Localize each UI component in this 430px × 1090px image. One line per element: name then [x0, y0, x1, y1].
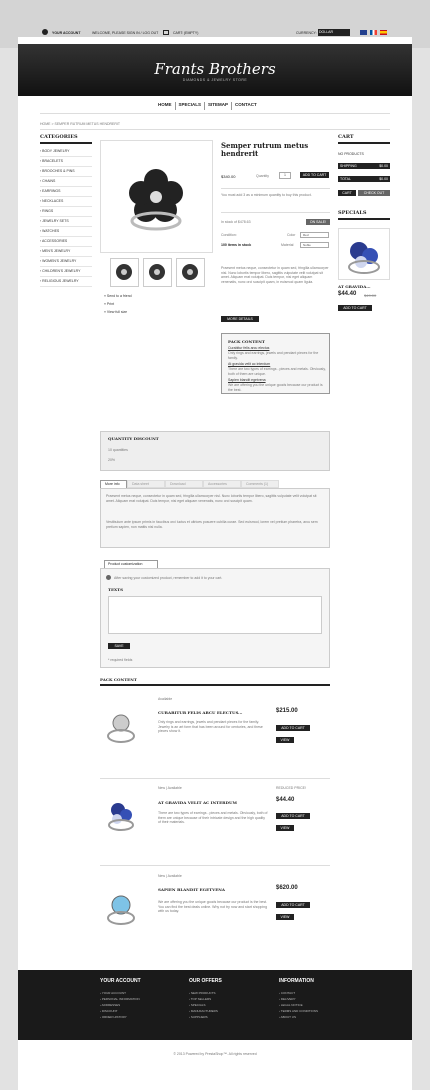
- nav-specials[interactable]: SPECIALS: [176, 102, 206, 110]
- required-fields-note: * required fields: [108, 658, 133, 662]
- categories-title: CATEGORIES: [40, 134, 78, 140]
- texts-label: TEXTS: [108, 587, 123, 592]
- category-item[interactable]: › NECKLACES: [40, 197, 92, 207]
- customization-info: After saving your customized product, remember to add it to your cart.: [114, 576, 223, 580]
- print-link[interactable]: » Print: [104, 302, 115, 306]
- category-item[interactable]: › WOMEN'S JEWELRY: [40, 257, 92, 267]
- flower-ring-icon: [101, 141, 212, 252]
- pack-item-link[interactable]: At gravida velit ac interdum: [228, 362, 271, 366]
- footer-list: [189, 990, 218, 1020]
- info-icon: [106, 575, 111, 580]
- tab-text-paragraph: Vestibulum ante ipsum primis in faucibus orci luctus et ultrices posuere cubilia curae. Sed euismod, lorem vel pretium pharetra, arcu sem pretium sapien, non mattis nisl nulla.: [106, 520, 318, 529]
- availability: New | Available: [158, 786, 182, 790]
- pack-content-title: PACK CONTENT: [228, 339, 265, 344]
- cart-button[interactable]: CART: [338, 190, 356, 196]
- pack-item-text: There are two types of earrings - pieces and metals. Obviously, both of them are unique.: [228, 367, 326, 376]
- pack-product-price: $44.40: [276, 797, 295, 803]
- category-item[interactable]: › BODY JEWELRY: [40, 147, 92, 157]
- view-button[interactable]: VIEW: [276, 737, 294, 743]
- on-sale-badge: ON SALE!: [306, 219, 330, 225]
- divider: [40, 142, 92, 144]
- view-button[interactable]: VIEW: [276, 914, 294, 920]
- footer-link[interactable]: › NEW PRODUCTS: [189, 991, 216, 995]
- category-item[interactable]: › CHILDREN'S JEWELRY: [40, 267, 92, 277]
- product-image[interactable]: [103, 890, 139, 930]
- welcome-text[interactable]: WELCOME, PLEASE SIGN IN / LOG OUT: [92, 31, 159, 35]
- pack-item-text: Only rings and earrings, jewels and pendant pieces for the family.: [228, 351, 319, 360]
- footer-link[interactable]: › SUPPLIERS: [189, 1015, 208, 1019]
- tab-product-customization[interactable]: Product customization: [104, 560, 158, 568]
- cart-empty: NO PRODUCTS: [338, 152, 364, 156]
- category-item[interactable]: › BROOCHES & PINS: [40, 167, 92, 177]
- category-item[interactable]: › WATCHES: [40, 227, 92, 237]
- minimum-quantity-note: You must add 3 as a minimum quantity to buy this product.: [221, 193, 312, 197]
- pack-product-name[interactable]: SAPIEN BLANDIT EGETVENA: [158, 887, 226, 892]
- category-item[interactable]: › RELIGIOUS JEWELRY: [40, 277, 92, 287]
- main-nav: [155, 102, 260, 110]
- footer-link[interactable]: › TOP SELLERS: [189, 997, 212, 1001]
- footer-link[interactable]: › YOUR ACCOUNT: [100, 991, 126, 995]
- product-image[interactable]: [103, 795, 139, 835]
- product-description: Praesent metus neque, consectetur in quam sed, fringilla ullamcorper nisl. Nunc lobortis tempor libero, sagittis vulputate velit volutpat sit amet. Aliquam erat volutpat. Duis tempor, nisi eget aliquam venenatis, nunc orci suscipit quam, in euismod quam ligula.: [221, 266, 329, 284]
- footer-link[interactable]: › TERMS AND CONDITIONS: [279, 1009, 318, 1013]
- special-add-to-cart-button[interactable]: ADD TO CART: [338, 305, 372, 311]
- material-select[interactable]: Noble: [300, 242, 329, 248]
- divider: [338, 218, 390, 220]
- pack-product-price: $215.00: [276, 708, 298, 714]
- nav-contact[interactable]: CONTACT: [235, 102, 257, 107]
- divider: [40, 113, 390, 114]
- pack-product-price: $620.00: [276, 885, 298, 891]
- flag-fr-icon[interactable]: [370, 30, 377, 35]
- footer-link[interactable]: › ABOUT US: [279, 1015, 296, 1019]
- cart-title: CART: [338, 134, 354, 140]
- items-in-stock: 100 items in stock: [221, 243, 252, 247]
- total-value: $0.00: [372, 176, 390, 182]
- availability: New | Available: [158, 874, 182, 878]
- footer-heading: INFORMATION: [279, 978, 314, 984]
- pack-item-link[interactable]: Sapien blandit egetvena: [228, 378, 266, 382]
- tab-data-sheet[interactable]: Data sheet: [127, 480, 165, 488]
- currency-label: CURRENCY:: [296, 31, 317, 35]
- logo[interactable]: Frants Brothers: [154, 60, 276, 78]
- add-to-cart-button[interactable]: ADD TO CART: [276, 902, 310, 908]
- add-to-cart-button[interactable]: ADD TO CART: [276, 813, 310, 819]
- stock-text: In stock of $478.63: [221, 220, 251, 224]
- quantity-label: Quantity: [256, 174, 270, 178]
- product-title: Semper rutrum metus hendrerit: [221, 141, 309, 158]
- color-label: Color: [287, 233, 296, 237]
- footer-list: [279, 990, 318, 1020]
- product-thumbnail[interactable]: [143, 258, 172, 287]
- cart-icon: [163, 30, 169, 35]
- shipping-value: $0.00: [372, 163, 390, 169]
- category-item[interactable]: › ACCESSORIES: [40, 237, 92, 247]
- tab-bar: [100, 480, 330, 488]
- footer-heading: OUR OFFERS: [189, 978, 222, 984]
- special-old-price: $49.00: [364, 293, 377, 298]
- footer-link[interactable]: › CONTACT: [279, 991, 296, 995]
- tab-text-paragraph: Praesent metus neque, consectetur in quam sed, fringilla ullamcorper nisl. Nunc lobortis tempor libero, sagittis vulputate velit volutpat sit amet. Aliquam erat volutpat. Duis tempor, nisi eget aliquam venenatis, nunc orci suscipit quam.: [106, 494, 317, 503]
- divider: [338, 142, 390, 144]
- special-price: $44.40: [338, 291, 357, 297]
- footer-link[interactable]: › PERSONAL INFORMATION: [100, 997, 140, 1001]
- customization-textarea[interactable]: [108, 596, 322, 634]
- pack-product-name[interactable]: CURABITUR FELIS ARCU ELECTUS...: [158, 710, 243, 715]
- nav-sitemap[interactable]: SITEMAP: [205, 102, 232, 110]
- pack-product-text: We are offering you the unique goods because our product is the best. You can find the best deals online. Why not try now and start shopping with us today.: [158, 900, 268, 913]
- product-thumbnail[interactable]: [110, 258, 139, 287]
- product-thumbnail[interactable]: [176, 258, 205, 287]
- category-item[interactable]: › BRACELETS: [40, 157, 92, 167]
- footer-link[interactable]: › SPECIALS: [189, 1003, 206, 1007]
- total-label: TOTAL: [338, 176, 372, 182]
- pack-product-text: There are two types of earrings - pieces and metals. Obviously, both of them are unique because of their intricate design and the high quality of their materials.: [158, 811, 268, 824]
- discount-value: 20%: [108, 458, 116, 462]
- flag-en-icon[interactable]: [360, 30, 367, 35]
- footer-link[interactable]: › DELIVERY: [279, 997, 296, 1001]
- divider: [100, 865, 330, 866]
- category-item[interactable]: › EARRINGS: [40, 187, 92, 197]
- footer-link[interactable]: › DISCOUNT: [100, 1009, 118, 1013]
- pack-item-link[interactable]: Curabitur felis arcu electus: [228, 346, 270, 350]
- product-image[interactable]: [103, 708, 139, 748]
- view-button[interactable]: VIEW: [276, 825, 294, 831]
- tab-download[interactable]: Download: [165, 480, 203, 488]
- category-item[interactable]: › MEN'S JEWELRY: [40, 247, 92, 257]
- view-full-size-link[interactable]: » View full size: [104, 310, 128, 314]
- special-product-name[interactable]: AT GRAVIDA...: [338, 284, 371, 289]
- availability: Available: [158, 697, 173, 701]
- currency-select[interactable]: DOLLAR: [318, 29, 350, 36]
- tab-comments[interactable]: Comments (1): [241, 480, 279, 488]
- discount-quantity: 10 quantities: [108, 448, 128, 452]
- divider: [40, 129, 390, 130]
- specials-title: SPECIALS: [338, 210, 367, 216]
- flag-es-icon[interactable]: [380, 30, 387, 35]
- tagline: DIAMONDS & JEWELRY STORE: [182, 78, 248, 82]
- user-icon: [42, 29, 48, 35]
- footer-list: [100, 990, 140, 1020]
- footer-link[interactable]: › LEGAL NOTICE: [279, 1003, 303, 1007]
- cart-status[interactable]: CART: (EMPTY): [173, 31, 199, 35]
- copyright: © 2013 Powered by PrestaShop™. All rights reserved: [173, 1052, 257, 1056]
- footer-link[interactable]: › ORDER HISTORY: [100, 1015, 127, 1019]
- nav-home[interactable]: HOME: [155, 102, 176, 110]
- breadcrumb[interactable]: HOME > SEMPER RUTRUM METUS HENDRERIT: [40, 122, 121, 126]
- pack-product-text: Only rings and earrings, jewels and pendant pieces for the family. Jewelry is an art form that has been around for centuries, and these pieces show it.: [158, 720, 263, 733]
- divider: [100, 778, 330, 779]
- add-to-cart-button[interactable]: ADD TO CART: [300, 172, 329, 178]
- divider: [221, 212, 330, 213]
- tab-accessories[interactable]: Accessories: [203, 480, 241, 488]
- divider: [221, 188, 330, 189]
- tab-more-info[interactable]: More info: [100, 480, 127, 488]
- more-details-button[interactable]: MORE DETAILS: [221, 316, 259, 322]
- pack-product-name[interactable]: AT GRAVIDA VELIT AC INTERDUM: [158, 800, 237, 805]
- quantity-input[interactable]: 1: [279, 172, 291, 179]
- shipping-label: SHIPPING: [338, 163, 372, 169]
- category-item[interactable]: › RINGS: [40, 207, 92, 217]
- divider: [100, 684, 330, 686]
- footer-heading: YOUR ACCOUNT: [100, 978, 141, 984]
- reduced-price-label: REDUCED PRICE!: [276, 786, 306, 790]
- condition-label: Condition:: [221, 233, 237, 237]
- category-item[interactable]: › JEWELRY SETS: [40, 217, 92, 227]
- save-button[interactable]: SAVE: [108, 643, 130, 649]
- special-product-image[interactable]: [338, 228, 390, 280]
- send-to-friend-link[interactable]: » Send to a friend: [104, 294, 132, 298]
- your-account-link[interactable]: YOUR ACCOUNT: [52, 31, 81, 35]
- footer-link[interactable]: › MANUFACTURERS: [189, 1009, 218, 1013]
- category-item[interactable]: › CHAINS: [40, 177, 92, 187]
- color-select[interactable]: Red: [300, 232, 329, 238]
- checkout-button[interactable]: CHECK OUT: [358, 190, 390, 196]
- material-label: Material: [281, 243, 294, 247]
- quantity-discount-title: QUANTITY DISCOUNT: [108, 436, 159, 441]
- footer-link[interactable]: › ADDRESSES: [100, 1003, 121, 1007]
- product-image[interactable]: [100, 140, 213, 253]
- add-to-cart-button[interactable]: ADD TO CART: [276, 725, 310, 731]
- product-price: $340.00: [221, 174, 236, 179]
- pack-list-title: PACK CONTENT: [100, 677, 137, 682]
- pack-item-text: We are offering you the unique goods because our product is the best.: [228, 383, 323, 392]
